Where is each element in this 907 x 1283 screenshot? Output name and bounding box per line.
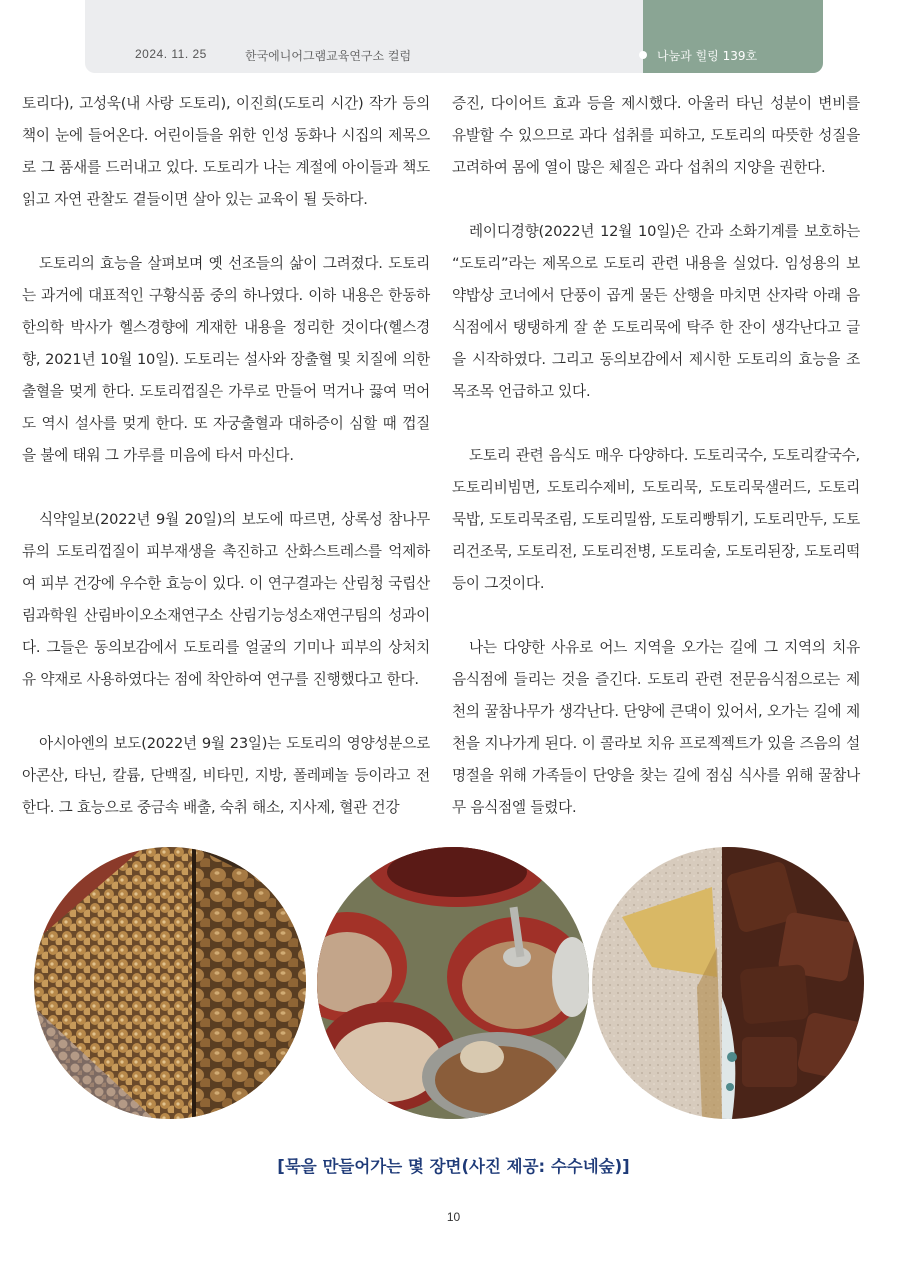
article-paragraph: 식약일보(2022년 9월 20일)의 보도에 따르면, 상록성 참나무류의 도토리껍질이 피부재생을 촉진하고 산화스트레스를 억제하여 피부 건강에 우수한 효능이 있다. 이 연구결과는 산림청 국립산림과학원 산림바이오소재연구소 산림기능성소재연구팀의 성과이다. 그들은 동의보감에서 도토리를 얼굴의 기미나 피부의 상처치유 약재로 사용하였다는 점에 착안하여 연구를 진행했다고 한다. bbox=[22, 511, 430, 688]
header-issue: 나눔과 힐링 139호 bbox=[657, 49, 758, 63]
page-header bbox=[85, 0, 823, 73]
header-dot bbox=[639, 51, 647, 59]
article-paragraph: 토리다), 고성욱(내 사랑 도토리), 이진희(도토리 시간) 작가 등의 책이 눈에 들어온다. 어린이들을 위한 인성 동화나 시집의 제목으로 그 품새를 드러내고 있다. 도토리가 나는 계절에 아이들과 책도 읽고 자연 관찰도 곁들이면 살아 있는 교육이 될 듯하다. bbox=[22, 95, 430, 208]
article-paragraph: 아시아엔의 보도(2022년 9월 23일)는 도토리의 영양성분으로 아콘산, 타닌, 칼륨, 단백질, 비타민, 지방, 폴레페놀 등이라고 전한다. 그 효능으로 중금속 배출, 숙취 해소, 지사제, 혈관 건강 bbox=[22, 735, 430, 816]
acorn-photo bbox=[34, 847, 306, 1119]
header-date: 2024. 11. 25 bbox=[135, 47, 207, 61]
article-column-right bbox=[452, 88, 860, 856]
article-paragraph: 증진, 다이어트 효과 등을 제시했다. 아울러 타닌 성분이 변비를 유발할 수 있으므로 과다 섭취를 피하고, 도토리의 따뜻한 성질을 고려하여 몸에 열이 많은 체질은 과다 섭취의 지양을 권한다. bbox=[452, 95, 860, 176]
starch-basins-photo bbox=[317, 847, 589, 1119]
article-paragraph: 도토리 관련 음식도 매우 다양하다. 도토리국수, 도토리칼국수, 도토리비빔면, 도토리수제비, 도토리묵, 도토리묵샐러드, 도토리묵밥, 도토리묵조림, 도토리밀쌈, 도토리빵튀기, 도토리만두, 도토리건조묵, 도토리전, 도토리전병, 도토리술, 도토리된장, 도토리떡 등이 그것이다. bbox=[452, 447, 860, 592]
acorn-jelly-photo bbox=[592, 847, 864, 1119]
article-paragraph: 도토리의 효능을 살펴보며 옛 선조들의 삶이 그려졌다. 도토리는 과거에 대표적인 구황식품 중의 하나였다. 이하 내용은 한동하 한의학 박사가 헬스경향에 게재한 내용을 정리한 것이다(헬스경향, 2021년 10월 10일). 도토리는 설사와 장출혈 및 치질에 의한 출혈을 멎게 한다. 도토리껍질은 가루로 만들어 먹거나 끓여 먹어도 역시 설사를 멎게 한다. 또 자궁출혈과 대하증이 심할 때 껍질을 불에 태워 그 가루를 미음에 타서 마신다. bbox=[22, 255, 430, 464]
header-issue-box bbox=[643, 0, 823, 73]
photo-caption: [묵을 만들어가는 몇 장면(사진 제공: 수수네숲)] bbox=[277, 1157, 630, 1176]
header-organization: 한국에니어그램교육연구소 컬럼 bbox=[245, 49, 412, 63]
article-paragraph: 레이디경향(2022년 12월 10일)은 간과 소화기계를 보호하는 “도토리”라는 제목으로 도토리 관련 내용을 실었다. 임성용의 보약밥상 코너에서 단풍이 곱게 물든 산행을 마치면 산자락 아래 음식점에서 탱탱하게 잘 쑨 도토리묵에 탁주 한 잔이 생각난다고 글을 시작하였다. 그리고 동의보감에서 제시한 도토리의 효능을 조목조목 언급하고 있다. bbox=[452, 223, 860, 400]
article-paragraph: 나는 다양한 사유로 어느 지역을 오가는 길에 그 지역의 치유 음식점에 들리는 것을 즐긴다. 도토리 관련 전문음식점으로는 제천의 꿀참나무가 생각난다. 단양에 큰댁이 있어서, 오가는 길에 제천을 지나가게 된다. 이 콜라보 치유 프로젝젝트가 있을 즈음의 설 명절을 위해 가족들이 단양을 찾는 길에 점심 식사를 위해 꿀참나무 음식점엘 들렸다. bbox=[452, 639, 860, 816]
page-number: 10 bbox=[446, 1210, 461, 1224]
article-column-left bbox=[22, 88, 430, 856]
photo-strip bbox=[0, 845, 907, 1125]
